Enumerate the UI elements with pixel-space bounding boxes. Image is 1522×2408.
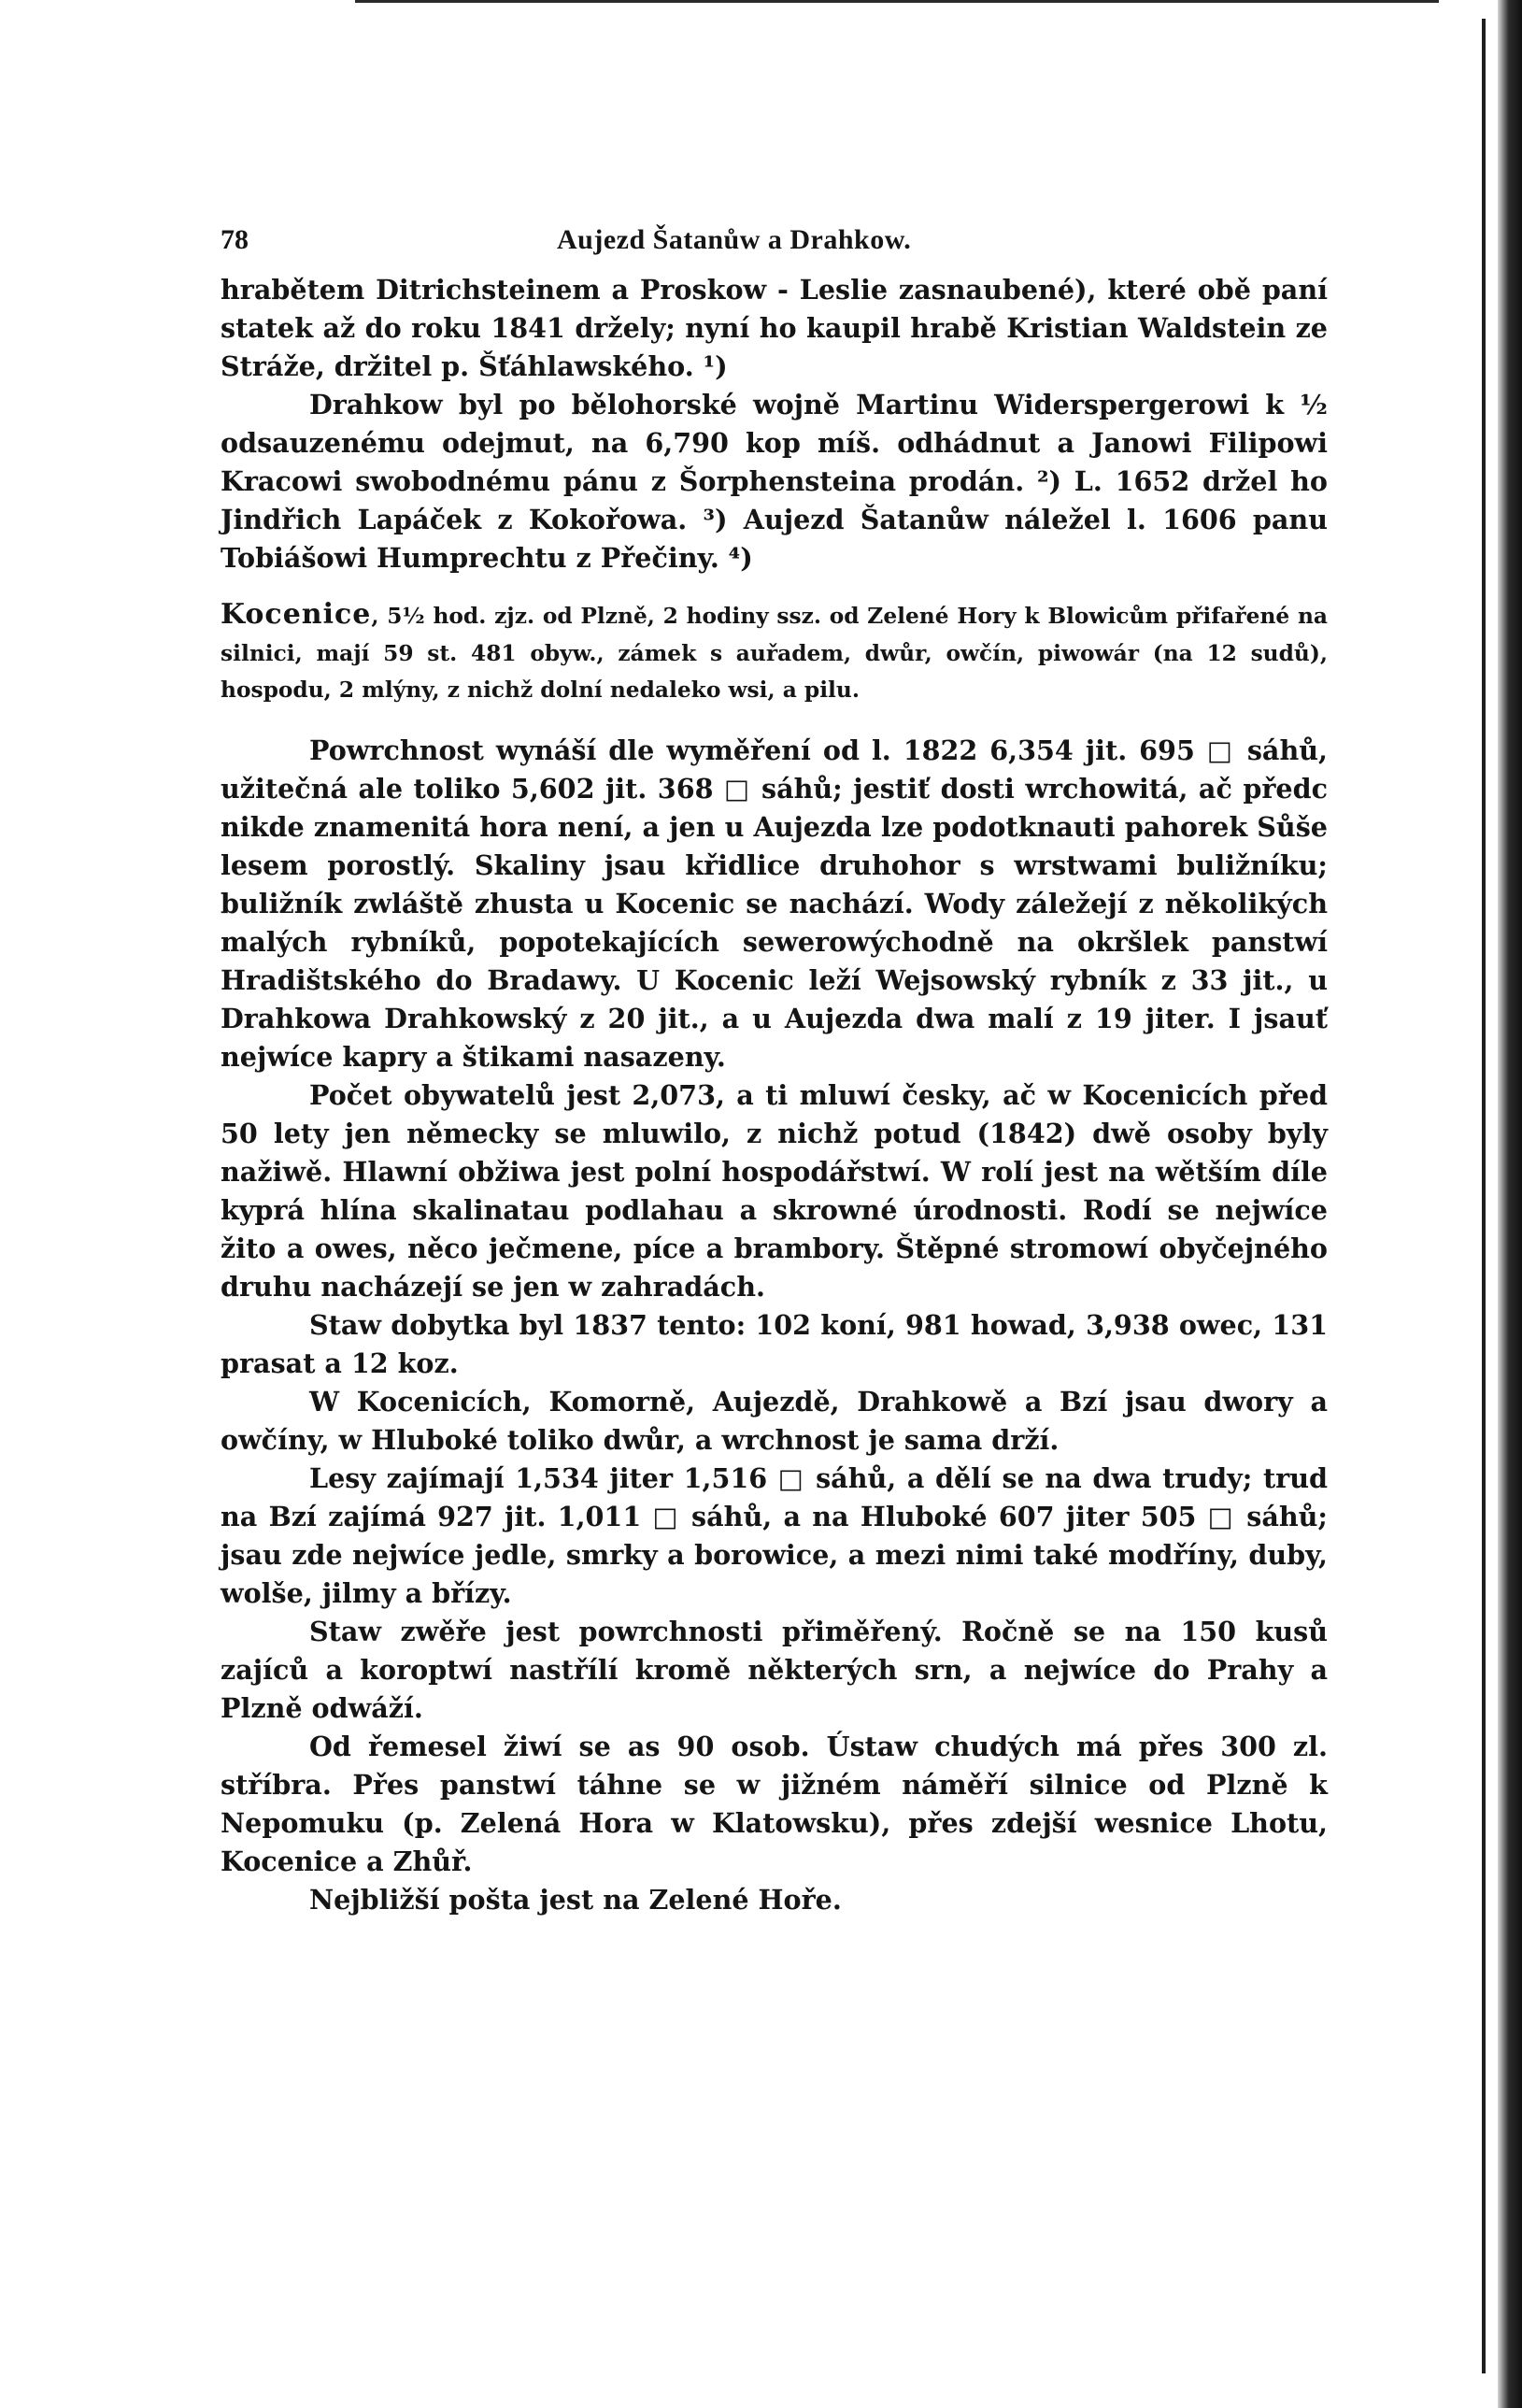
page-number: 78 (220, 224, 249, 255)
section-entry-description: , 5½ hod. zjz. od Plzně, 2 hodiny ssz. od Zelené Hory k Blowicům přifařené na silnici, mají 59 st. 481 obyw., zámek s auřadem, dwůr, owčín, piwowár (na 12 sudů), hospodu, 2 mlýny, z nichž dolní nedaleko wsi, a pilu. (220, 604, 1328, 703)
scan-right-edge-line (1482, 19, 1486, 2373)
body-paragraph-7: Od řemesel žiwí se as 90 osob. Ústaw chudých má přes 300 zl. stříbra. Přes panstwí táhne se w jižném náměří silnice od Plzně k Nepomuku (p. Zelená Hora w Klatowsku), přes zdejší wesnice Lhotu, Kocenice a Zhůř. (220, 1730, 1328, 1877)
section-entry-title: Kocenice (220, 598, 372, 631)
body-paragraph-4: W Kocenicích, Komorně, Aujezdě, Drahkowě a Bzí jsau dwory a owčíny, w Hluboké toliko dwůr, a wrchnost je sama drží. (220, 1385, 1328, 1456)
body-paragraph-6: Staw zwěře jest powrchnosti přiměřený. Ročně se na 150 kusů zajíců a koroptwí nastřílí kromě některých srn, a nejwíce do Prahy a Plzně odwáží. (220, 1615, 1328, 1724)
running-head-title: Aujezd Šatanůw a Drahkow. (557, 224, 912, 255)
page-text-block (220, 224, 1328, 1919)
intro-paragraph-2: Drahkow byl po bělohorské wojně Martinu Widerspergerowi k ½ odsauzenému odejmut, na 6,790 kop míš. odhádnut a Janowi Filipowi Kracowi swobodnému pánu z Šorphensteina prodán. ²) L. 1652 držel ho Jindřich Lapáček z Kokořowa. ³) Aujezd Šatanůw náležel l. 1606 panu Tobiášowi Humprechtu z Přečiny. ⁴) (220, 389, 1328, 574)
running-head (220, 224, 1328, 271)
section-entry (220, 596, 1328, 709)
body-paragraph-5: Lesy zajímají 1,534 jiter 1,516 □ sáhů, a dělí se na dwa trudy; trud na Bzí zajímá 927 jit. 1,011 □ sáhů, a na Hluboké 607 jiter 505 □ sáhů; jsau zde nejwíce jedle, smrky a borowice, a mezi nimi také modříny, duby, wolše, jilmy a břízy. (220, 1461, 1328, 1609)
scan-top-rule (355, 0, 1439, 3)
body-paragraph-8: Nejbližší pošta jest na Zelené Hoře. (309, 1883, 842, 1916)
intro-paragraph-1: hrabětem Ditrichsteinem a Proskow - Leslie zasnaubené), které obě paní statek až do roku 1841 držely; nyní ho kaupil hrabě Kristian Waldstein ze Stráže, držitel p. Šťáhlawského. ¹) (220, 274, 1328, 382)
body-paragraph-2: Počet obywatelů jest 2,073, a ti mluwí česky, ač w Kocenicích před 50 lety jen německy se mluwilo, z nichž potud (1842) dwě osoby byly nažiwě. Hlawní obžiwa jest polní hospodářstwí. W rolí jest na wětším díle kyprá hlína skalinatau podlahau a skrowné úrodnosti. Rodí se nejwíce žito a owes, něco ječmene, píce a brambory. Štěpné stromowí obyčejného druhu nacházejí se jen w zahradách. (220, 1078, 1328, 1303)
body-paragraph-3: Staw dobytka byl 1837 tento: 102 koní, 981 howad, 3,938 owec, 131 prasat a 12 koz. (220, 1308, 1328, 1379)
body-paragraph-1: Powrchnost wynáší dle wyměření od l. 1822 6,354 jit. 695 □ sáhů, užitečná ale toliko 5,602 jit. 368 □ sáhů; jestiť dosti wrchowitá, ač předc nikde znamenitá hora není, a jen u Aujezda lze podotknauti pahorek Sůše lesem porostlý. Skaliny jsau křidlice druhohor s wrstwami buližníku; buližník zwláště zhusta u Kocenic se nachází. Wody záležejí z několikých malých rybníků, popotekajících sewerowýchodně na okršlek panstwí Hradištského do Bradawy. U Kocenic leží Wejsowský rybník z 33 jit., u Drahkowa Drahkowský z 20 jit., a u Aujezda dwa malí z 19 jiter. I jsauť nejwíce kapry a štikami nasazeny. (220, 734, 1328, 1073)
scan-right-shadow (1498, 0, 1522, 2408)
